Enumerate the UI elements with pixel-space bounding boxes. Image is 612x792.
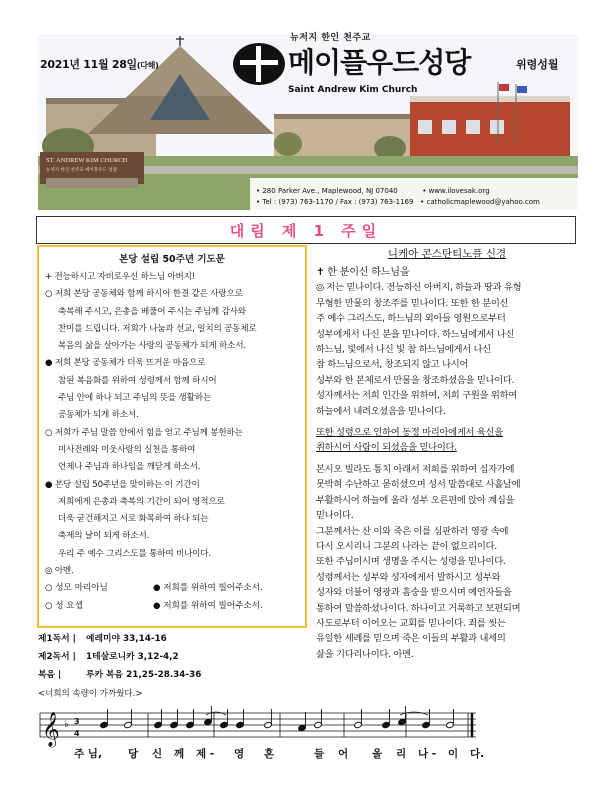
creed-line: ✝ 한 분이신 하느님을 — [316, 267, 410, 278]
creed-line: 하늘에서 내려오셨음을 믿나이다. — [316, 405, 446, 417]
creed-line: 유일한 세례를 믿으며 죽은 이들의 부활과 내세의 — [316, 633, 506, 645]
creed-line: 사도로부터 이어오는 교회를 믿나이다. 죄를 씻는 — [316, 617, 506, 629]
prayer-line: + 전능하시고 자비로우신 하느님 아버지! — [45, 272, 195, 282]
creed-line: 다시 오시리니 그분의 나라는 끝이 없으리이다. — [316, 540, 497, 552]
prayer-line: 저희에게 은총과 축복의 기간이 되어 영적으로 — [58, 496, 225, 507]
creed-line: 또한 주님이시며 생명을 주시는 성령을 믿나이다. — [316, 556, 506, 568]
creed-line: 부활하시어 하늘에 올라 성부 오른편에 앉아 계심을 — [316, 494, 515, 506]
prayer-line: ○ 저희 본당 공동체와 함께 하시어 한결 같은 사랑으로 — [45, 289, 243, 300]
prayer-line: 주님 안에 하나 되고 주님의 뜻을 생활하는 — [58, 393, 211, 404]
creed-line: 못박혀 수난하고 묻히셨으며 성서 말씀대로 사흘날에 — [316, 479, 521, 491]
lyric-syllable: 어 — [338, 748, 349, 760]
logo-subtitle: 뉴저지 한인 천주교 — [290, 33, 371, 43]
svg-text:𝄞: 𝄞 — [42, 712, 60, 747]
creed-title: 니케아 콘스탄티노플 신경 — [387, 248, 507, 260]
readings-list — [38, 630, 201, 684]
svg-text:4: 4 — [74, 729, 80, 738]
creed-line: 하느님, 빛에서 나신 빛 참 하느님에게서 나신 — [316, 344, 491, 356]
lyric-syllable: 올 — [372, 748, 383, 760]
prayer-box — [37, 245, 307, 628]
lyric-syllable: 혼 — [264, 748, 275, 760]
lyric-syllable: 께 — [174, 748, 185, 760]
lyric-syllable: 제 - — [196, 748, 215, 760]
lyric-syllable: 나 - — [418, 748, 437, 760]
slur — [400, 712, 428, 715]
creed-line: 성령께서는 성부와 성자에게서 발하시고 성부와 — [316, 571, 501, 583]
creed-line: 삶을 기다리나이다. 아멘. — [316, 648, 414, 660]
litany-row — [45, 580, 299, 597]
prayer-line: 복음의 삶을 살아가는 사랑의 공동체가 되게 하소서. — [58, 341, 246, 352]
svg-text:3: 3 — [74, 717, 80, 726]
creed-line: ◎ 저는 믿나이다. 전능하신 아버지, 하늘과 땅과 유형 — [316, 282, 522, 294]
email-link[interactable]: • catholicmaplewood@yahoo.com — [420, 198, 540, 206]
creed-line: 성부와 한 본체로서 만물을 창조하셨음을 믿나이다. — [316, 374, 515, 386]
prayer-line: ● 저희 본당 공동체가 더욱 뜨거운 마음으로 — [45, 358, 206, 369]
church-logo — [232, 30, 472, 102]
logo-english-name: Saint Andrew Kim Church — [288, 85, 418, 95]
prayer-title: 본당 설립 50주년 기도문 — [119, 254, 225, 265]
creed-line: 무형한 만물의 창조주를 믿나이다. 또한 한 분이신 — [316, 297, 509, 309]
creed-line: 성부에게서 나신 분을 믿나이다. 하느님에게서 나신 — [316, 328, 515, 340]
creed-line: 참 하느님으로서, 창조되지 않고 나시어 — [316, 359, 469, 371]
creed-lines — [316, 265, 578, 662]
music-staff — [36, 705, 478, 749]
page-title: 대림 제 1 주일 — [229, 221, 383, 240]
slur — [206, 712, 226, 715]
lyric-syllable: 들 — [314, 748, 325, 760]
prayer-line: 우리 주 예수 그리스도를 통하여 비나이다. — [58, 548, 211, 559]
logo-name: 메이플우드성당 — [288, 46, 471, 79]
sign-text: ST. ANDREW KIM CHURCH — [46, 157, 128, 164]
lyric-syllable: 신 — [152, 748, 163, 760]
creed-line: 취하시어 사람이 되셨음을 믿나이다. — [316, 442, 457, 454]
date-line: 2021년 11월 28일(다해) — [40, 58, 159, 71]
creed-line: 그분께서는 산 이와 죽은 이를 심판하러 영광 속에 — [316, 525, 509, 537]
creed-line: 통하여 말씀하셨나이다. 하나이고 거룩하고 보편되며 — [316, 602, 521, 614]
litany-call: ○ 성모 마리아님 — [45, 583, 108, 594]
prayer-line: 축복해 주시고, 은총을 베풀어 주시는 주님께 감사와 — [58, 306, 246, 317]
creed-line: 주 예수 그리스도, 하느님의 외아들 영원으로부터 — [316, 313, 506, 325]
prayer-line: 참된 복음화를 위하여 성령께서 함께 하시어 — [58, 375, 217, 386]
prayer-line: ◎ 아멘. — [45, 566, 74, 577]
litany-response: ● 저희를 위하여 빌어주소서. — [153, 600, 263, 611]
sign-subtext: 뉴저지 한인 천주교 메이플우드 성당 — [46, 168, 117, 173]
phone-fax: • Tel : (973) 763-1170 / Fax : (973) 763-1169 — [256, 198, 414, 206]
prayer-line: ○ 저희가 주님 말씀 안에서 힘을 얻고 주님께 봉헌하는 — [45, 427, 243, 438]
litany-response: ● 저희를 위하여 빌어주소서. — [153, 583, 263, 594]
prayer-line: 찬미를 드립니다. 저희가 나눔과 선교, 일치의 공동체로 — [58, 323, 257, 334]
reading-item: 복음 | 루카 복음 21,25-28.34-36 — [38, 670, 202, 680]
creed-line: 믿나이다. — [316, 510, 354, 522]
responsorial-title: <너희의 속량이 가까웠다.> — [38, 689, 143, 699]
prayer-line: 미사전례와 이웃사랑의 실천을 통하여 — [58, 444, 196, 455]
prayer-line: 더욱 굳건해지고 서로 화목하여 하나 되는 — [58, 514, 209, 525]
website-link[interactable]: • www.ilovesak.org — [422, 187, 490, 195]
prayer-line: ● 본당 설립 50주년을 맞이하는 이 기간이 — [45, 479, 200, 490]
liturgical-month: 위령성월 — [516, 58, 559, 71]
prayer-line: 공동체가 되게 하소서. — [58, 410, 139, 421]
svg-text:♭: ♭ — [64, 719, 69, 730]
reading-item: 제2독서 | 1테살로니카 3,12-4,2 — [38, 652, 179, 662]
lyric-syllable: 주 님, — [74, 748, 102, 760]
contact-info — [256, 186, 574, 208]
creed-line: 본시오 빌라도 통치 아래서 저희를 위하여 십자가에 — [316, 463, 515, 475]
lyric-syllable: 당 — [128, 748, 139, 760]
church-emblem-icon — [232, 42, 286, 86]
litany-row — [45, 598, 299, 615]
lyric-syllable: 이 — [448, 748, 459, 760]
litany-call: ○ 성 요셉 — [45, 600, 83, 611]
lyric-syllable: 리 — [396, 748, 407, 760]
creed-section — [316, 246, 578, 662]
prayer-line: 축제의 날이 되게 하소서. — [58, 531, 150, 542]
title-banner — [36, 216, 576, 244]
prayer-line: 언제나 주님과 하나임을 깨닫게 하소서. — [58, 462, 201, 473]
creed-line: 성자께서는 저희 인간을 위하여, 저희 구원을 위하여 — [316, 390, 517, 402]
lyric-syllable: 다. — [470, 748, 485, 760]
creed-line: 또한 성령으로 인하여 동정 마리아에게서 육신을 — [316, 427, 503, 439]
lyric-syllable: 영 — [234, 748, 245, 760]
address: • 280 Parker Ave., Maplewood, NJ 07040 — [256, 187, 398, 195]
creed-line: 성자와 더불어 영광과 흠숭을 받으시며 예언자들을 — [316, 587, 512, 599]
reading-item: 제1독서 | 예레미야 33,14-16 — [38, 634, 167, 644]
